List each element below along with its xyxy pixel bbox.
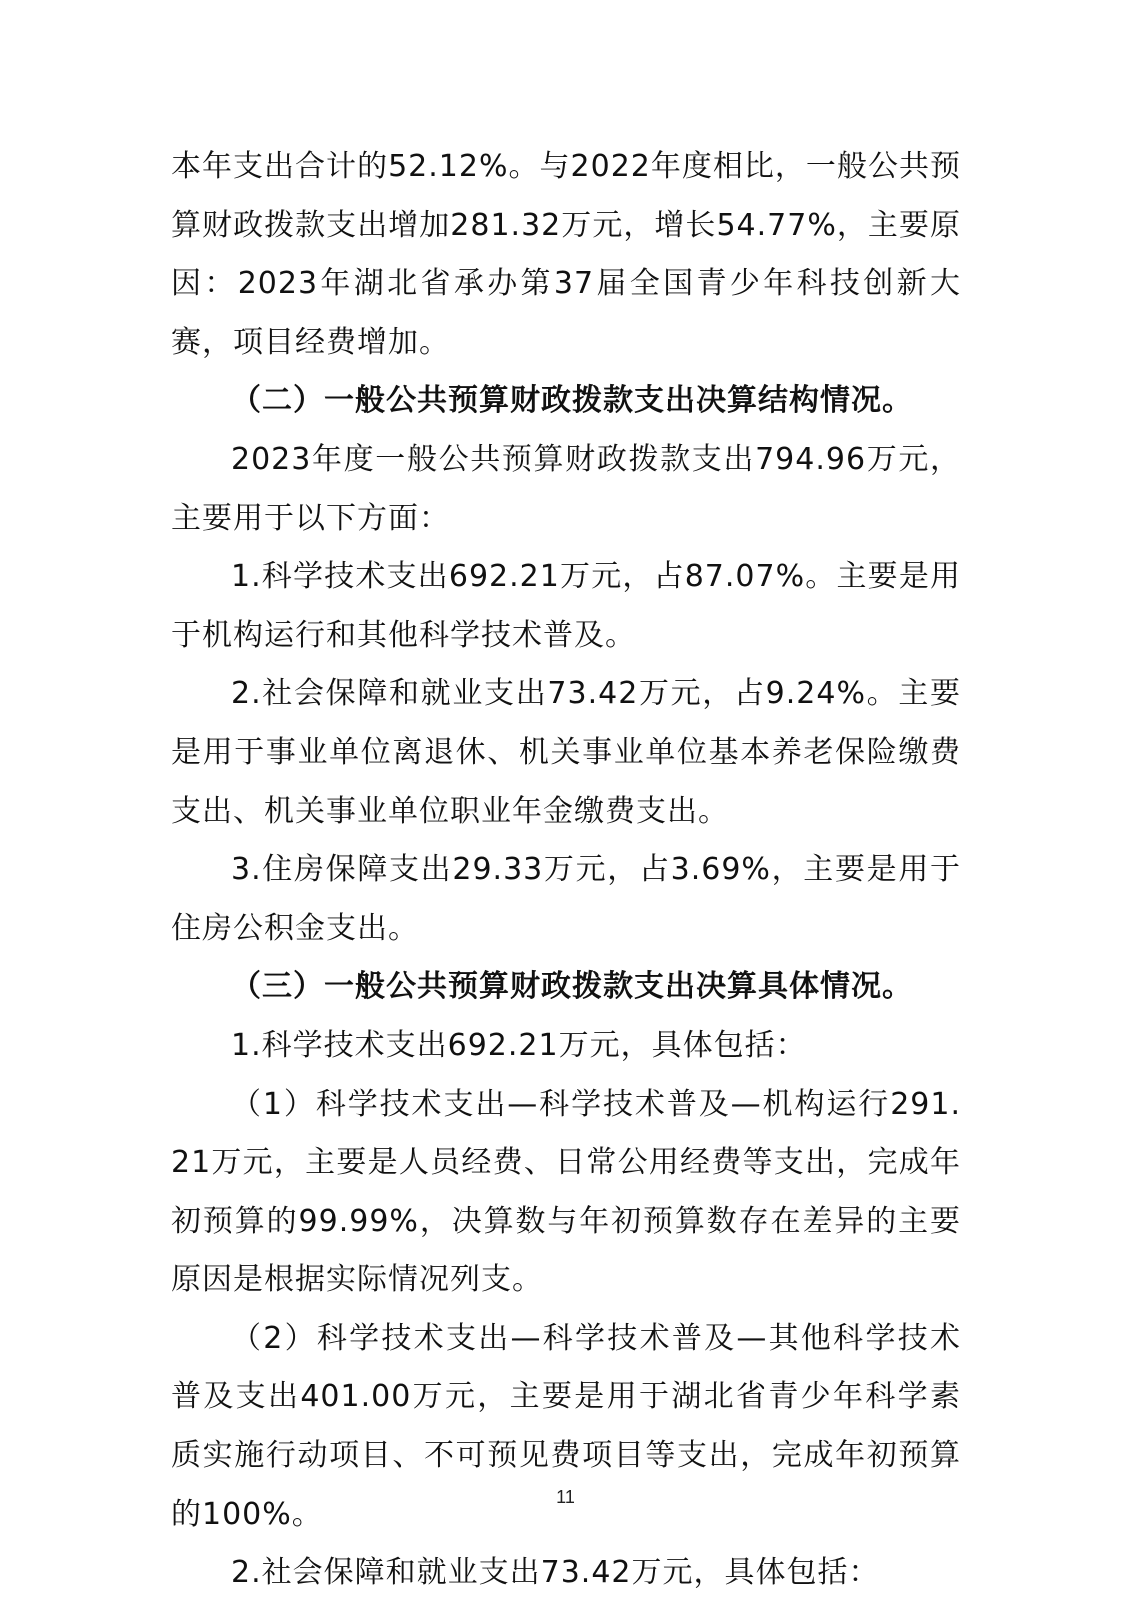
paragraph-social-security-detail: 2.社会保障和就业支出73.42万元，具体包括： xyxy=(231,1555,880,1591)
paragraph-other-science-popularization: （2）科学技术支出—科学技术普及—其他科学技术普及支出401.00万元，主要是用于湖北省青少年科学素质实施行动项目、不可预见费项目等支出，完成年初预算的100%。 xyxy=(171,1320,961,1532)
paragraph-science-tech: 1.科学技术支出692.21万元，占87.07%。主要是用于机构运行和其他科学技术普及。 xyxy=(171,559,961,653)
document-body xyxy=(171,138,961,1600)
paragraph-expense-overview: 2023年度一般公共预算财政拨款支出794.96万元，主要用于以下方面： xyxy=(171,441,961,536)
paragraph-social-security: 2.社会保障和就业支出73.42万元，占9.24%。主要是用于事业单位离退休、机关事业单位基本养老保险缴费支出、机关事业单位职业年金缴费支出。 xyxy=(171,676,961,829)
section-heading-details: （三）一般公共预算财政拨款支出决算具体情况。 xyxy=(231,969,913,1005)
paragraph-housing: 3.住房保障支出29.33万元，占3.69%，主要是用于住房公积金支出。 xyxy=(171,852,961,946)
section-heading-structure: （二）一般公共预算财政拨款支出决算结构情况。 xyxy=(231,383,913,419)
page-number: 11 xyxy=(556,1487,575,1507)
paragraph-continued-expense-total: 本年支出合计的52.12%。与2022年度相比，一般公共预算财政拨款支出增加281.32万元，增长54.77%，主要原因：2023年湖北省承办第37届全国青少年科技创新大赛，项目经费增加。 xyxy=(171,149,961,360)
paragraph-science-tech-detail: 1.科学技术支出692.21万元，具体包括： xyxy=(231,1027,807,1063)
paragraph-institution-operation: （1）科学技术支出—科学技术普及—机构运行291.21万元，主要是人员经费、日常公用经费等支出，完成年初预算的99.99%，决算数与年初预算数存在差异的主要原因是根据实际情况列支。 xyxy=(171,1086,961,1298)
